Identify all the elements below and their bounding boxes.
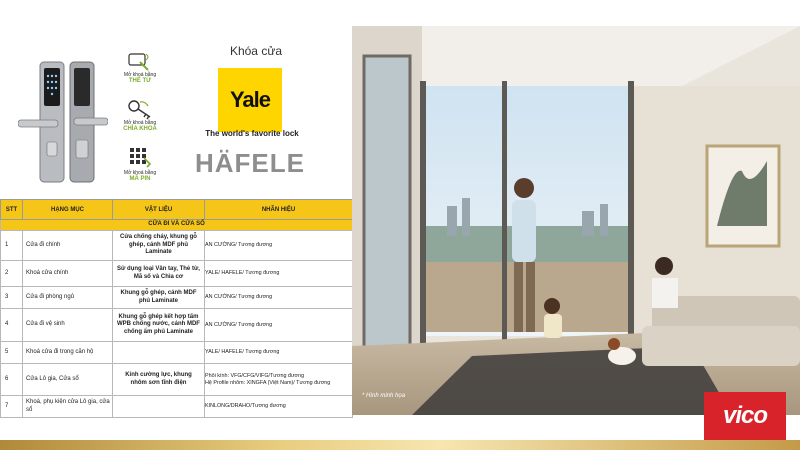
table-row: 3 Cửa đi phòng ngủ Khung gỗ ghép, cánh MDF phủ Laminate AN CƯỜNG/ Tương đương	[1, 287, 353, 309]
table-row: 1 Cửa đi chính Cửa chống cháy, khung gỗ ghép, cánh MDF phủ Laminate AN CƯỜNG/ Tương đương	[1, 231, 353, 261]
table-row: 5 Khoá cửa đi trong căn hộ YALE/ HAFELE/ Tương đương	[1, 342, 353, 364]
smart-lock-image	[18, 58, 108, 188]
table-row: 6 Cửa Lô gia, Cửa sổ Kính cường lực, khung nhôm sơn tĩnh điện Phôi kính: VFG/CFG/VIFG/Tương đương Hệ Profile nhôm: XINGFA (Việt Nam)/ Tương đương	[1, 364, 353, 396]
table-row: 2 Khoá cửa chính Sử dụng loại Vân tay, Thẻ từ, Mã số và Chìa cơ YALE/ HAFELE/ Tương đương	[1, 261, 353, 287]
table-header	[1, 200, 353, 220]
section-title: CỬA ĐI VÀ CỬA SỔ	[1, 220, 353, 231]
header-stt: STT	[1, 200, 23, 220]
header-item: HẠNG MỤC	[23, 200, 113, 220]
spec-table	[0, 199, 353, 418]
header-material: VẬT LIỆU	[113, 200, 205, 220]
feature-pin-label: MÃ PIN	[129, 176, 151, 182]
yale-slogan: The world's favorite lock	[205, 129, 299, 138]
keypad-icon	[126, 146, 154, 170]
header-brand: NHÃN HIỆU	[205, 200, 353, 220]
card-icon	[126, 50, 154, 72]
yale-logo: Yale	[218, 68, 282, 132]
feature-key: Mở khoá bằng CHÌA KHOÁ	[118, 98, 162, 146]
section-row	[1, 220, 353, 231]
apartment-photo	[352, 26, 800, 415]
table-row: 7 Khoá, phụ kiện cửa Lô gia, cửa sổ KINLONG/DRAHO/Tương đương	[1, 396, 353, 418]
feature-card: Mở khoá bằng THẺ TỪ	[118, 50, 162, 98]
left-panel	[0, 0, 352, 440]
feature-card-label: THẺ TỪ	[128, 78, 152, 84]
lock-title: Khóa cửa	[229, 44, 283, 58]
key-icon	[126, 98, 154, 120]
vico-logo: vico	[704, 392, 786, 440]
unlock-features	[118, 50, 162, 194]
gold-bottom-bar	[0, 440, 800, 450]
feature-pin: Mở khoá bằng MÃ PIN	[118, 146, 162, 194]
hafele-logo: HÄFELE	[195, 148, 305, 178]
feature-key-label: CHÌA KHOÁ	[123, 126, 157, 132]
table-row: 4 Cửa đi vệ sinh Khung gỗ ghép kết hợp tấm WPB chống nước, cánh MDF chống ẩm phủ Laminate AN CƯỜNG/ Tương đương	[1, 309, 353, 342]
image-caption: * Hình minh họa	[362, 393, 406, 399]
